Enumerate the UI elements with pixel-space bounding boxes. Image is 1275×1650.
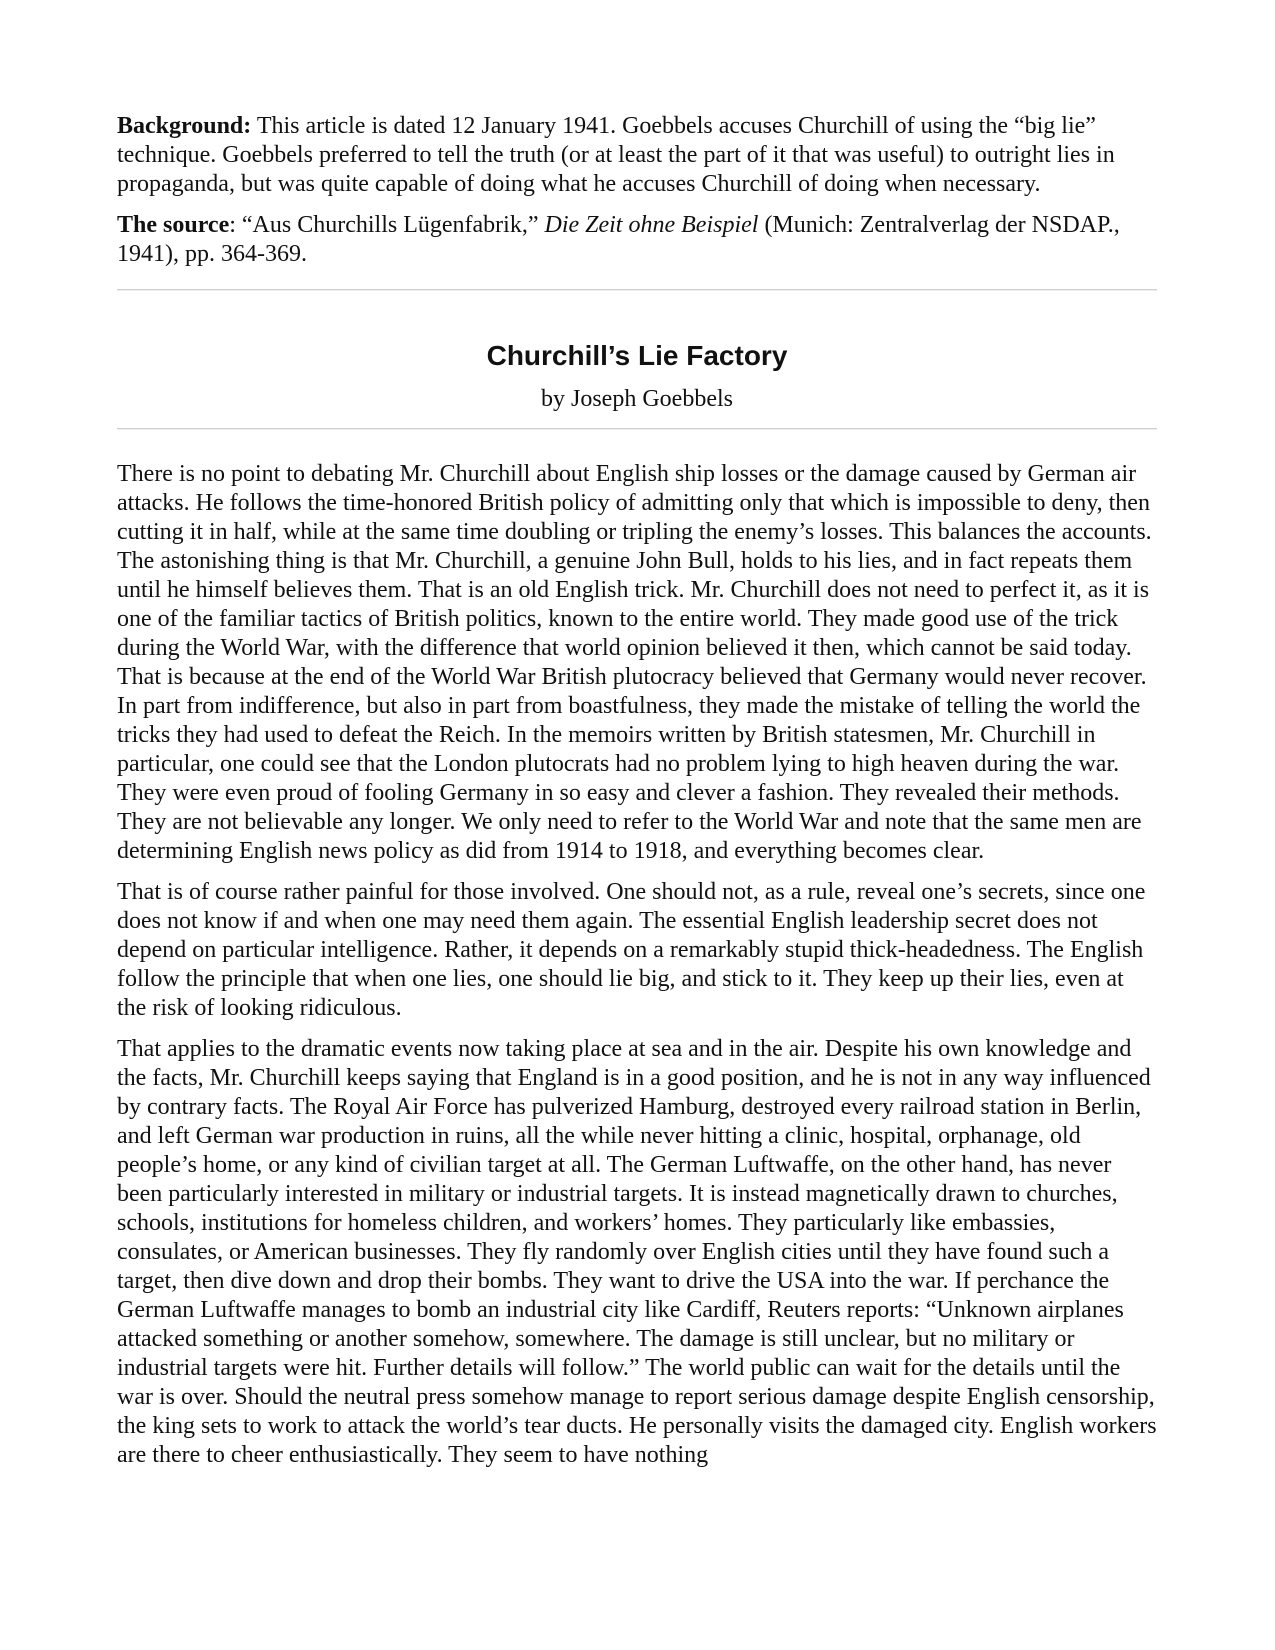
source-colon: : [229, 212, 242, 238]
source-text-after: (Munich: Zentralverlag der NSDAP., 1941), pp. 364-369. [117, 212, 1120, 267]
divider-bottom [117, 428, 1157, 430]
background-label: Background: [117, 113, 252, 139]
source-book-title: Die Zeit ohne Beispiel [544, 212, 759, 238]
body-paragraph: That applies to the dramatic events now taking place at sea and in the air. Despite his own knowledge and the facts, Mr. Churchill keeps saying that England is in a good position, and he is not in any way influenced by contrary facts. The Royal Air Force has pulverized Hamburg, destroyed every railroad station in Berlin, and left German war production in ruins, all the while never hitting a clinic, hospital, orphanage, old people’s home, or any kind of civilian target at all. The German Luftwaffe, on the other hand, has never been particularly interested in military or industrial targets. It is instead magnetically drawn to churches, schools, institutions for homeless children, and workers’ homes. They particularly like embassies, consulates, or American businesses. They fly randomly over English cities until they have found such a target, then dive down and drop their bombs. They want to drive the USA into the war. If perchance the German Luftwaffe manages to bomb an industrial city like Cardiff, Reuters reports: “Unknown airplanes attacked something or another somehow, somewhere. The damage is still unclear, but no military or industrial targets were hit. Further details will follow.” The world public can wait for the details until the war is over. Should the neutral press somehow manage to report serious damage despite English censorship, the king sets to work to attack the world’s tear ducts. He personally visits the damaged city. English workers are there to cheer enthusiastically. They seem to have nothing [117, 1036, 1157, 1468]
body-paragraph: That is of course rather painful for those involved. One should not, as a rule, reveal one’s secrets, since one does not know if and when one may need them again. The essential English leadership secret does not depend on particular intelligence. Rather, it depends on a remarkably stupid thick-headedness. The English follow the principle that when one lies, one should lie big, and stick to it. They keep up their lies, even at the risk of looking ridiculous. [117, 879, 1146, 1021]
article-byline: by Joseph Goebbels [541, 386, 733, 412]
document-page [117, 112, 1157, 1482]
source-paragraph [117, 211, 1157, 269]
background-paragraph [117, 112, 1157, 199]
divider-top [117, 289, 1157, 291]
source-label: The source [117, 212, 230, 238]
background-text: This article is dated 12 January 1941. Goebbels accuses Churchill of using the “big lie” technique. Goebbels preferred to tell the truth (or at least the part of it that was useful) to outright lies in propaganda, but was quite capable of doing what he accuses Churchill of doing when necessary. [117, 113, 1115, 197]
article-body [117, 460, 1157, 1470]
article-title: Churchill’s Lie Factory [486, 340, 788, 371]
source-text-before: “Aus Churchills Lügenfabrik,” [241, 212, 545, 238]
body-paragraph: There is no point to debating Mr. Churchill about English ship losses or the damage caused by German air attacks. He follows the time-honored British policy of admitting only that which is impossible to deny, then cutting it in half, while at the same time doubling or tripling the enemy’s losses. This balances the accounts. The astonishing thing is that Mr. Churchill, a genuine John Bull, holds to his lies, and in fact repeats them until he himself believes them. That is an old English trick. Mr. Churchill does not need to perfect it, as it is one of the familiar tactics of British politics, known to the entire world. They made good use of the trick during the World War, with the difference that world opinion believed it then, which cannot be said today. That is because at the end of the World War British plutocracy believed that Germany would never recover. In part from indifference, but also in part from boastfulness, they made the mistake of telling the world the tricks they had used to defeat the Reich. In the memoirs written by British statesmen, Mr. Churchill in particular, one could see that the London plutocrats had no problem lying to high heaven during the war. They were even proud of fooling Germany in so easy and clever a fashion. They revealed their methods. They are not believable any longer. We only need to refer to the World War and note that the same men are determining English news policy as did from 1914 to 1918, and everything becomes clear. [117, 461, 1152, 864]
